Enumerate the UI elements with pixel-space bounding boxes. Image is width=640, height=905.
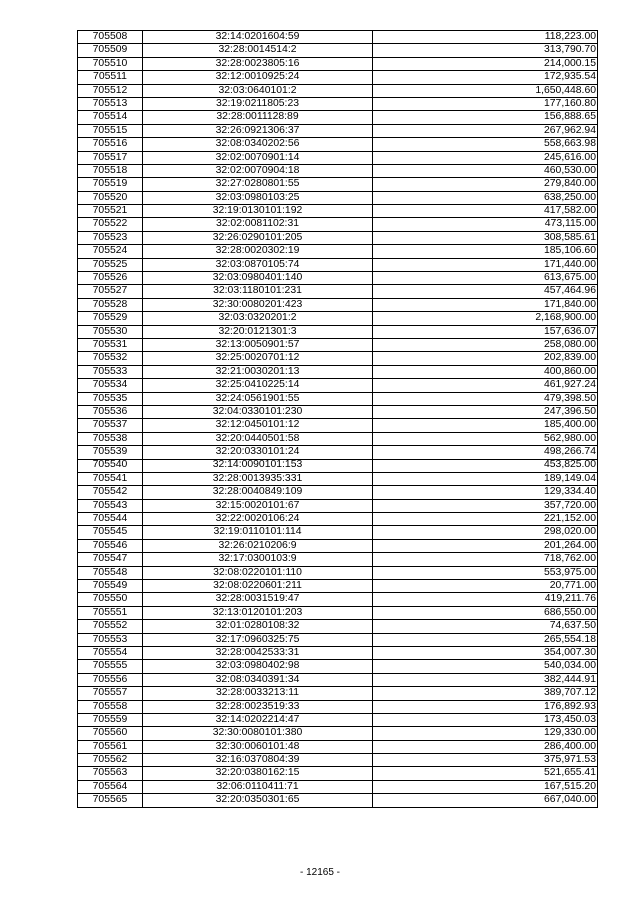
table-row — [78, 780, 598, 793]
row-id-cell: 705551 — [78, 606, 143, 619]
table-row — [78, 794, 598, 807]
table-row — [78, 446, 598, 459]
table-row — [78, 459, 598, 472]
amount-cell: 214,000.15 — [373, 57, 598, 70]
cadastral-code-cell: 32:08:0220101:110 — [143, 566, 373, 579]
amount-cell: 558,663.98 — [373, 138, 598, 151]
row-id-cell: 705531 — [78, 338, 143, 351]
row-id-cell: 705508 — [78, 31, 143, 44]
row-id-cell: 705552 — [78, 620, 143, 633]
amount-cell: 202,839.00 — [373, 352, 598, 365]
row-id-cell: 705524 — [78, 245, 143, 258]
cadastral-code-cell: 32:03:1180101:231 — [143, 285, 373, 298]
table-row — [78, 57, 598, 70]
cadastral-code-cell: 32:26:0290101:205 — [143, 231, 373, 244]
table-row — [78, 700, 598, 713]
amount-cell: 2,168,900.00 — [373, 312, 598, 325]
cadastral-code-cell: 32:01:0280108:32 — [143, 620, 373, 633]
row-id-cell: 705558 — [78, 700, 143, 713]
cadastral-code-cell: 32:26:0921306:37 — [143, 124, 373, 137]
row-id-cell: 705546 — [78, 539, 143, 552]
row-id-cell: 705553 — [78, 633, 143, 646]
row-id-cell: 705523 — [78, 231, 143, 244]
cadastral-code-cell: 32:14:0201604:59 — [143, 31, 373, 44]
row-id-cell: 705521 — [78, 205, 143, 218]
amount-cell: 553,975.00 — [373, 566, 598, 579]
cadastral-code-cell: 32:15:0020101:67 — [143, 499, 373, 512]
row-id-cell: 705535 — [78, 392, 143, 405]
cadastral-code-cell: 32:20:0330101:24 — [143, 446, 373, 459]
row-id-cell: 705564 — [78, 780, 143, 793]
row-id-cell: 705543 — [78, 499, 143, 512]
cadastral-code-cell: 32:20:0350301:65 — [143, 794, 373, 807]
cadastral-code-cell: 32:28:0042533:31 — [143, 646, 373, 659]
table-row — [78, 258, 598, 271]
amount-cell: 718,762.00 — [373, 553, 598, 566]
cadastral-code-cell: 32:14:0090101:153 — [143, 459, 373, 472]
cadastral-code-cell: 32:21:0030201:13 — [143, 365, 373, 378]
cadastral-code-cell: 32:19:0130101:192 — [143, 205, 373, 218]
table-row — [78, 312, 598, 325]
cadastral-code-cell: 32:25:0410225:14 — [143, 379, 373, 392]
amount-cell: 185,106.60 — [373, 245, 598, 258]
amount-cell: 457,464.96 — [373, 285, 598, 298]
row-id-cell: 705539 — [78, 446, 143, 459]
amount-cell: 167,515.20 — [373, 780, 598, 793]
row-id-cell: 705528 — [78, 298, 143, 311]
cadastral-code-cell: 32:30:0080101:380 — [143, 727, 373, 740]
table-row — [78, 191, 598, 204]
amount-cell: 201,264.00 — [373, 539, 598, 552]
row-id-cell: 705541 — [78, 472, 143, 485]
table-row — [78, 486, 598, 499]
amount-cell: 267,962.94 — [373, 124, 598, 137]
row-id-cell: 705517 — [78, 151, 143, 164]
row-id-cell: 705554 — [78, 646, 143, 659]
cadastral-code-cell: 32:17:0300103:9 — [143, 553, 373, 566]
row-id-cell: 705522 — [78, 218, 143, 231]
table-row — [78, 539, 598, 552]
amount-cell: 460,530.00 — [373, 164, 598, 177]
table-row — [78, 245, 598, 258]
amount-cell: 667,040.00 — [373, 794, 598, 807]
table-row — [78, 593, 598, 606]
cadastral-code-cell: 32:20:0121301:3 — [143, 325, 373, 338]
table-row — [78, 472, 598, 485]
cadastral-code-cell: 32:19:0211805:23 — [143, 97, 373, 110]
row-id-cell: 705542 — [78, 486, 143, 499]
row-id-cell: 705530 — [78, 325, 143, 338]
cadastral-code-cell: 32:02:0070904:18 — [143, 164, 373, 177]
amount-cell: 461,927.24 — [373, 379, 598, 392]
table-row — [78, 298, 598, 311]
table-row — [78, 31, 598, 44]
row-id-cell: 705526 — [78, 272, 143, 285]
parcel-value-table — [77, 30, 598, 808]
row-id-cell: 705516 — [78, 138, 143, 151]
amount-cell: 357,720.00 — [373, 499, 598, 512]
table-row — [78, 646, 598, 659]
amount-cell: 382,444.91 — [373, 673, 598, 686]
table-row — [78, 405, 598, 418]
table-row — [78, 713, 598, 726]
table-row — [78, 272, 598, 285]
amount-cell: 129,330.00 — [373, 727, 598, 740]
row-id-cell: 705545 — [78, 526, 143, 539]
table-row — [78, 164, 598, 177]
cadastral-code-cell: 32:03:0640101:2 — [143, 84, 373, 97]
row-id-cell: 705560 — [78, 727, 143, 740]
amount-cell: 400,860.00 — [373, 365, 598, 378]
cadastral-code-cell: 32:02:0070901:14 — [143, 151, 373, 164]
cadastral-code-cell: 32:28:0040849:109 — [143, 486, 373, 499]
row-id-cell: 705518 — [78, 164, 143, 177]
cadastral-code-cell: 32:03:0320201:2 — [143, 312, 373, 325]
table-row — [78, 553, 598, 566]
row-id-cell: 705509 — [78, 44, 143, 57]
amount-cell: 247,396.50 — [373, 405, 598, 418]
amount-cell: 156,888.65 — [373, 111, 598, 124]
amount-cell: 171,840.00 — [373, 298, 598, 311]
table-row — [78, 580, 598, 593]
cadastral-code-cell: 32:08:0220601:211 — [143, 580, 373, 593]
row-id-cell: 705515 — [78, 124, 143, 137]
row-id-cell: 705511 — [78, 71, 143, 84]
cadastral-code-cell: 32:04:0330101:230 — [143, 405, 373, 418]
cadastral-code-cell: 32:20:0440501:58 — [143, 432, 373, 445]
amount-cell: 245,616.00 — [373, 151, 598, 164]
cadastral-code-cell: 32:13:0120101:203 — [143, 606, 373, 619]
row-id-cell: 705547 — [78, 553, 143, 566]
cadastral-code-cell: 32:28:0033213:11 — [143, 687, 373, 700]
table-row — [78, 71, 598, 84]
cadastral-code-cell: 32:28:0020302:19 — [143, 245, 373, 258]
table-row — [78, 687, 598, 700]
table-row — [78, 111, 598, 124]
table-row — [78, 338, 598, 351]
cadastral-code-cell: 32:03:0870105:74 — [143, 258, 373, 271]
row-id-cell: 705540 — [78, 459, 143, 472]
cadastral-code-cell: 32:02:0081102:31 — [143, 218, 373, 231]
row-id-cell: 705563 — [78, 767, 143, 780]
cadastral-code-cell: 32:28:0011128:89 — [143, 111, 373, 124]
amount-cell: 389,707.12 — [373, 687, 598, 700]
row-id-cell: 705513 — [78, 97, 143, 110]
row-id-cell: 705544 — [78, 513, 143, 526]
row-id-cell: 705527 — [78, 285, 143, 298]
table-row — [78, 740, 598, 753]
cadastral-code-cell: 32:12:0010925:24 — [143, 71, 373, 84]
amount-cell: 176,892.93 — [373, 700, 598, 713]
amount-cell: 638,250.00 — [373, 191, 598, 204]
amount-cell: 265,554.18 — [373, 633, 598, 646]
table-row — [78, 566, 598, 579]
amount-cell: 279,840.00 — [373, 178, 598, 191]
cadastral-code-cell: 32:17:0960325:75 — [143, 633, 373, 646]
amount-cell: 313,790.70 — [373, 44, 598, 57]
amount-cell: 298,020.00 — [373, 526, 598, 539]
table-row — [78, 633, 598, 646]
cadastral-code-cell: 32:12:0450101:12 — [143, 419, 373, 432]
row-id-cell: 705512 — [78, 84, 143, 97]
row-id-cell: 705548 — [78, 566, 143, 579]
row-id-cell: 705525 — [78, 258, 143, 271]
amount-cell: 221,152.00 — [373, 513, 598, 526]
table-row — [78, 124, 598, 137]
amount-cell: 562,980.00 — [373, 432, 598, 445]
amount-cell: 172,935.54 — [373, 71, 598, 84]
row-id-cell: 705510 — [78, 57, 143, 70]
table-row — [78, 44, 598, 57]
table-row — [78, 499, 598, 512]
table-row — [78, 151, 598, 164]
row-id-cell: 705559 — [78, 713, 143, 726]
table-row — [78, 513, 598, 526]
table-row — [78, 754, 598, 767]
table-row — [78, 84, 598, 97]
row-id-cell: 705538 — [78, 432, 143, 445]
amount-cell: 308,585.61 — [373, 231, 598, 244]
table-row — [78, 97, 598, 110]
cadastral-code-cell: 32:28:0023805:16 — [143, 57, 373, 70]
cadastral-code-cell: 32:28:0023519:33 — [143, 700, 373, 713]
amount-cell: 417,582.00 — [373, 205, 598, 218]
cadastral-code-cell: 32:25:0020701:12 — [143, 352, 373, 365]
row-id-cell: 705519 — [78, 178, 143, 191]
table-row — [78, 325, 598, 338]
amount-cell: 473,115.00 — [373, 218, 598, 231]
table-row — [78, 432, 598, 445]
amount-cell: 173,450.03 — [373, 713, 598, 726]
table-row — [78, 231, 598, 244]
table-row — [78, 392, 598, 405]
amount-cell: 74,637.50 — [373, 620, 598, 633]
amount-cell: 129,334.40 — [373, 486, 598, 499]
row-id-cell: 705550 — [78, 593, 143, 606]
amount-cell: 189,149.04 — [373, 472, 598, 485]
row-id-cell: 705536 — [78, 405, 143, 418]
row-id-cell: 705556 — [78, 673, 143, 686]
row-id-cell: 705561 — [78, 740, 143, 753]
cadastral-code-cell: 32:22:0020106:24 — [143, 513, 373, 526]
cadastral-code-cell: 32:30:0080201:423 — [143, 298, 373, 311]
row-id-cell: 705533 — [78, 365, 143, 378]
cadastral-code-cell: 32:03:0980401:140 — [143, 272, 373, 285]
cadastral-code-cell: 32:08:0340391:34 — [143, 673, 373, 686]
cadastral-code-cell: 32:06:0110411:71 — [143, 780, 373, 793]
amount-cell: 540,034.00 — [373, 660, 598, 673]
cadastral-code-cell: 32:08:0340202:56 — [143, 138, 373, 151]
row-id-cell: 705537 — [78, 419, 143, 432]
table-row — [78, 218, 598, 231]
cadastral-code-cell: 32:14:0202214:47 — [143, 713, 373, 726]
row-id-cell: 705549 — [78, 580, 143, 593]
amount-cell: 286,400.00 — [373, 740, 598, 753]
table-row — [78, 138, 598, 151]
table-row — [78, 673, 598, 686]
table-row — [78, 379, 598, 392]
amount-cell: 498,266.74 — [373, 446, 598, 459]
amount-cell: 453,825.00 — [373, 459, 598, 472]
table-row — [78, 606, 598, 619]
cadastral-code-cell: 32:26:0210206:9 — [143, 539, 373, 552]
cadastral-code-cell: 32:28:0014514:2 — [143, 44, 373, 57]
cadastral-code-cell: 32:20:0380162:15 — [143, 767, 373, 780]
cadastral-code-cell: 32:24:0561901:55 — [143, 392, 373, 405]
table-row — [78, 660, 598, 673]
amount-cell: 375,971.53 — [373, 754, 598, 767]
table-row — [78, 526, 598, 539]
row-id-cell: 705529 — [78, 312, 143, 325]
amount-cell: 185,400.00 — [373, 419, 598, 432]
amount-cell: 419,211.76 — [373, 593, 598, 606]
table-row — [78, 178, 598, 191]
row-id-cell: 705557 — [78, 687, 143, 700]
table-row — [78, 285, 598, 298]
row-id-cell: 705520 — [78, 191, 143, 204]
amount-cell: 521,655.41 — [373, 767, 598, 780]
cadastral-code-cell: 32:16:0370804:39 — [143, 754, 373, 767]
row-id-cell: 705555 — [78, 660, 143, 673]
table-row — [78, 205, 598, 218]
cadastral-code-cell: 32:03:0980402:98 — [143, 660, 373, 673]
cadastral-code-cell: 32:27:0280801:55 — [143, 178, 373, 191]
table-row — [78, 620, 598, 633]
cadastral-code-cell: 32:30:0060101:48 — [143, 740, 373, 753]
row-id-cell: 705532 — [78, 352, 143, 365]
amount-cell: 613,675.00 — [373, 272, 598, 285]
row-id-cell: 705534 — [78, 379, 143, 392]
cadastral-code-cell: 32:28:0013935:331 — [143, 472, 373, 485]
row-id-cell: 705565 — [78, 794, 143, 807]
cadastral-code-cell: 32:28:0031519:47 — [143, 593, 373, 606]
amount-cell: 20,771.00 — [373, 580, 598, 593]
table-row — [78, 419, 598, 432]
amount-cell: 157,636.07 — [373, 325, 598, 338]
amount-cell: 118,223.00 — [373, 31, 598, 44]
table-row — [78, 727, 598, 740]
table-row — [78, 352, 598, 365]
table-body — [78, 31, 598, 808]
amount-cell: 258,080.00 — [373, 338, 598, 351]
amount-cell: 171,440.00 — [373, 258, 598, 271]
table-row — [78, 767, 598, 780]
amount-cell: 479,398.50 — [373, 392, 598, 405]
row-id-cell: 705514 — [78, 111, 143, 124]
amount-cell: 177,160.80 — [373, 97, 598, 110]
amount-cell: 1,650,448.60 — [373, 84, 598, 97]
amount-cell: 686,550.00 — [373, 606, 598, 619]
cadastral-code-cell: 32:13:0050901:57 — [143, 338, 373, 351]
page-number: - 12165 - — [299, 867, 341, 878]
table-row — [78, 365, 598, 378]
amount-cell: 354,007.30 — [373, 646, 598, 659]
row-id-cell: 705562 — [78, 754, 143, 767]
cadastral-code-cell: 32:03:0980103:25 — [143, 191, 373, 204]
cadastral-code-cell: 32:19:0110101:114 — [143, 526, 373, 539]
